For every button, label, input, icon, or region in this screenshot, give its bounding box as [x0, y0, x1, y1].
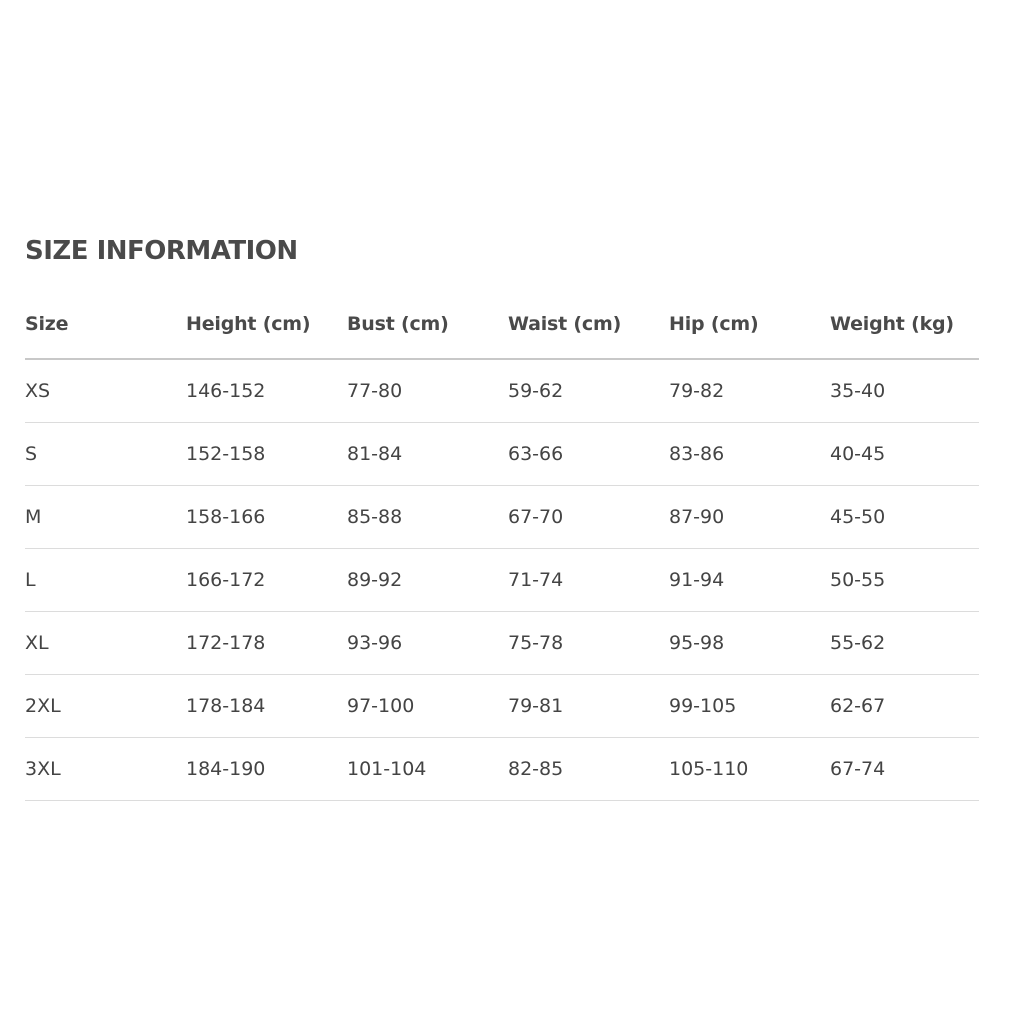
cell-weight: 40-45 — [830, 423, 979, 486]
cell-hip: 83-86 — [669, 423, 830, 486]
cell-size: 3XL — [25, 738, 186, 801]
column-header-weight: Weight (kg) — [830, 298, 979, 359]
cell-waist: 63-66 — [508, 423, 669, 486]
cell-size: XL — [25, 612, 186, 675]
cell-height: 172-178 — [186, 612, 347, 675]
size-table — [25, 298, 979, 801]
cell-bust: 81-84 — [347, 423, 508, 486]
cell-bust: 89-92 — [347, 549, 508, 612]
table-row — [25, 738, 979, 801]
cell-waist: 79-81 — [508, 675, 669, 738]
cell-waist: 71-74 — [508, 549, 669, 612]
table-row — [25, 423, 979, 486]
column-header-hip: Hip (cm) — [669, 298, 830, 359]
cell-size: S — [25, 423, 186, 486]
cell-hip: 79-82 — [669, 359, 830, 423]
cell-height: 166-172 — [186, 549, 347, 612]
cell-bust: 85-88 — [347, 486, 508, 549]
cell-bust: 101-104 — [347, 738, 508, 801]
cell-hip: 87-90 — [669, 486, 830, 549]
cell-size: 2XL — [25, 675, 186, 738]
cell-hip: 91-94 — [669, 549, 830, 612]
column-header-waist: Waist (cm) — [508, 298, 669, 359]
cell-height: 178-184 — [186, 675, 347, 738]
cell-bust: 77-80 — [347, 359, 508, 423]
cell-bust: 93-96 — [347, 612, 508, 675]
cell-bust: 97-100 — [347, 675, 508, 738]
cell-weight: 45-50 — [830, 486, 979, 549]
table-row — [25, 675, 979, 738]
size-chart — [25, 232, 979, 801]
cell-hip: 99-105 — [669, 675, 830, 738]
column-header-height: Height (cm) — [186, 298, 347, 359]
cell-height: 146-152 — [186, 359, 347, 423]
cell-waist: 67-70 — [508, 486, 669, 549]
cell-weight: 62-67 — [830, 675, 979, 738]
table-row — [25, 612, 979, 675]
cell-height: 158-166 — [186, 486, 347, 549]
column-header-size: Size — [25, 298, 186, 359]
cell-weight: 67-74 — [830, 738, 979, 801]
table-row — [25, 486, 979, 549]
cell-height: 184-190 — [186, 738, 347, 801]
cell-waist: 59-62 — [508, 359, 669, 423]
cell-waist: 82-85 — [508, 738, 669, 801]
cell-size: M — [25, 486, 186, 549]
cell-waist: 75-78 — [508, 612, 669, 675]
cell-weight: 50-55 — [830, 549, 979, 612]
table-header-row — [25, 298, 979, 359]
cell-hip: 105-110 — [669, 738, 830, 801]
table-row — [25, 359, 979, 423]
table-row — [25, 549, 979, 612]
cell-size: XS — [25, 359, 186, 423]
cell-weight: 55-62 — [830, 612, 979, 675]
page-title: SIZE INFORMATION — [25, 236, 298, 266]
cell-hip: 95-98 — [669, 612, 830, 675]
column-header-bust: Bust (cm) — [347, 298, 508, 359]
cell-height: 152-158 — [186, 423, 347, 486]
cell-weight: 35-40 — [830, 359, 979, 423]
cell-size: L — [25, 549, 186, 612]
